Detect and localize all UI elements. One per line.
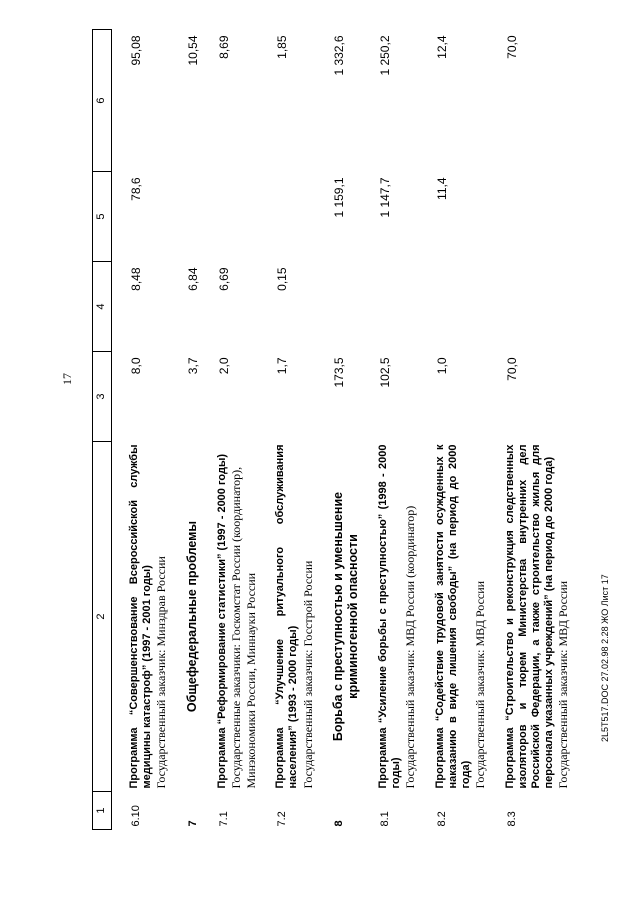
row-description [128,442,169,792]
state-customer: Государственные заказчики: Госкомстат России (координатор), Минэкономики России, Миннауки России [229,466,258,789]
value-col-4: 6,84 [185,267,200,291]
row-code: 7.1 [218,811,231,827]
row-code: 8 [332,820,345,827]
footer-file-code: 2L5T517.DOC 27.02.98 2.28 ЖО Лист 17 [600,574,610,742]
value-col-5: 1 147,7 [377,177,392,218]
value-col-5: 1 159,1 [331,177,346,218]
value-col-3: 102,5 [377,357,392,388]
row-description [504,442,571,792]
value-col-5 [216,172,258,262]
value-col-5 [274,172,315,262]
row-description [274,442,315,792]
page-number: 17 [60,373,74,385]
row-code: 8.2 [435,811,448,827]
row-code: 7.2 [276,811,289,827]
rotated-table-container [92,30,612,830]
value-col-3: 3,7 [185,357,200,375]
state-customer: Государственный заказчик: Госстрой России [300,560,315,789]
state-customer: Государственный заказчик: МВД России [473,580,488,789]
value-col-6: 8,69 [217,35,232,59]
value-col-5: 11,4 [434,177,449,200]
table-row [128,30,169,830]
program-title: Программа “Улучшение ритуального обслуживания населения” (1993 - 2000 годы) [274,444,300,789]
value-col-3: 8,0 [129,357,143,375]
value-col-6: 95,08 [129,35,143,66]
table-row [434,30,488,830]
row-code: 7 [186,820,199,827]
programs-table [92,29,571,830]
value-col-6: 12,4 [434,35,449,59]
value-col-4 [504,262,571,352]
section-row [185,30,200,830]
program-title: Программа “Совершенствование Всероссийской службы медицины катастроф” (1997 - 2001 годы) [128,444,154,789]
value-col-5: 78,6 [129,177,143,201]
value-col-6: 1 250,2 [377,35,392,76]
value-col-4: 8,48 [129,267,143,291]
state-customer: Государственный заказчик: МВД России (координатор) [403,505,418,789]
value-col-4 [331,262,361,352]
header-col-2: 2 [93,442,112,792]
program-title: Программа “Реформирование статистики” (1997 - 2000 годы) [216,453,229,789]
value-col-4: 0,15 [275,267,290,291]
row-code: 8.3 [505,811,518,827]
program-title: Программа “Содействие трудовой занятости осужденных к наказанию в виде лишения свободы” (на период до 2000 года) [433,444,473,789]
value-col-3: 70,0 [504,357,519,381]
row-code: 6.10 [130,805,142,827]
header-col-3: 3 [93,352,112,442]
table-row [504,30,571,830]
section-row [331,30,361,830]
value-col-3: 173,5 [331,357,346,388]
value-col-4: 6,69 [217,267,232,291]
value-col-4 [434,262,488,352]
value-col-3: 1,0 [434,357,449,375]
value-col-6: 70,0 [504,35,519,59]
value-col-5 [185,172,200,262]
section-title: Общефедеральные проблемы [184,520,199,713]
value-col-6: 1,85 [275,35,290,59]
value-col-3: 2,0 [217,357,232,375]
state-customer: Государственный заказчик: Минздрав России [154,556,169,789]
header-col-5: 5 [93,172,112,262]
program-title: Программа “Строительство и реконструкция следственных изоляторов и тюрем Министерства внутренних дел Российской Федерации, а также строительство жилья для персонала указанных учреждений” (на период до 2000 года) [503,444,556,789]
value-col-6: 1 332,6 [331,35,346,76]
row-description [434,442,488,792]
value-col-6: 10,54 [185,35,200,66]
table-row [377,30,418,830]
value-col-4 [377,262,418,352]
table-row [216,30,258,830]
value-col-5 [504,172,571,262]
state-customer: Государственный заказчик: МВД России [556,580,571,789]
program-title: Программа “Усиление борьбы с преступностью” (1998 - 2000 годы) [376,444,403,789]
row-code: 8.1 [378,811,391,827]
row-description [216,442,258,792]
section-title: Борьба с преступностью и уменьшение криминогенной опасности [330,491,360,742]
header-col-1: 1 [93,792,112,830]
value-col-3: 1,7 [275,357,290,375]
row-description [377,442,418,792]
table-row [274,30,315,830]
header-col-6: 6 [93,30,112,172]
header-row [93,30,112,830]
header-col-4: 4 [93,262,112,352]
